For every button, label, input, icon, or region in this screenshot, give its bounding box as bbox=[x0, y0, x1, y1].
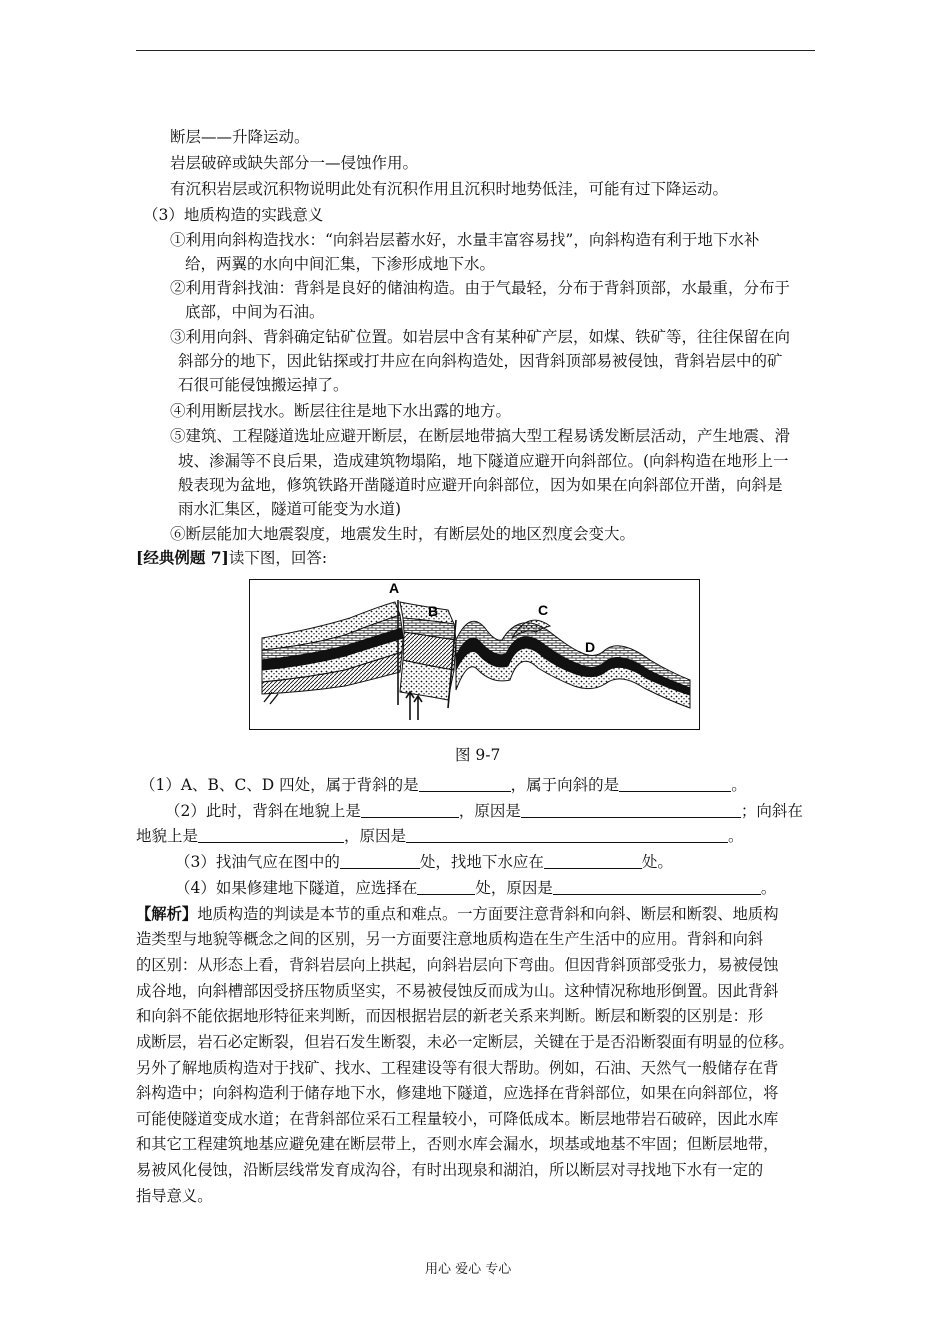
q3-text-a: （3）找油气应在图中的 bbox=[175, 853, 340, 871]
text-line: 有沉积岩层或沉积物说明此处有沉积作用且沉积时地势低洼，可能有过下降运动。 bbox=[170, 180, 729, 198]
analysis-line: 指导意义。 bbox=[136, 1187, 213, 1205]
label-a: A bbox=[389, 580, 400, 596]
text-line: 底部，中间为石油。 bbox=[185, 303, 325, 321]
label-d: D bbox=[585, 639, 596, 655]
question-2 bbox=[165, 799, 803, 823]
answer-blank[interactable] bbox=[198, 826, 344, 843]
section-heading: （3）地质构造的实践意义 bbox=[143, 206, 324, 224]
text-line: 石很可能侵蚀搬运掉了。 bbox=[178, 376, 349, 394]
text-line: 斜部分的地下，因此钻探或打井应在向斜构造处，因背斜顶部易被侵蚀，背斜岩层中的矿 bbox=[178, 352, 783, 370]
q2-text-b: ，原因是 bbox=[458, 802, 521, 820]
example-label: [经典例题 7] bbox=[136, 548, 229, 567]
analysis-line bbox=[136, 902, 779, 926]
analysis-line: 和向斜不能依据地形特征来判断，而因根据岩层的新老关系来判断。断层和断裂的区别是：形 bbox=[136, 1007, 764, 1025]
analysis-line: 的区别：从形态上看，背斜岩层向上拱起，向斜岩层向下弯曲。但因背斜顶部受张力，易被侵蚀 bbox=[136, 956, 779, 974]
text-line: 雨水汇集区，隧道可能变为水道) bbox=[178, 500, 402, 518]
analysis-line: 成断层，岩石必定断裂，但岩石发生断裂，未必一定断层，关键在于是否沿断裂面有明显的位移。 bbox=[136, 1033, 794, 1051]
example-instruction: 读下图，回答: bbox=[228, 549, 328, 567]
analysis-line: 易被风化侵蚀，沿断层线常发育成沟谷，有时出现泉和湖泊，所以断层对寻找地下水有一定的 bbox=[136, 1161, 764, 1179]
analysis-line: 可能使隧道变成水道；在背斜部位采石工程量较小，可降低成本。断层地带岩石破碎，因此水库 bbox=[136, 1110, 779, 1128]
text-line: 坡、渗漏等不良后果，造成建筑物塌陷，地下隧道应避开向斜部位。(向斜构造在地形上一 bbox=[178, 452, 789, 470]
text-line: ①利用向斜构造找水：“向斜岩层蓄水好，水量丰富容易找”，向斜构造有利于地下水补 bbox=[170, 231, 760, 249]
q4-text-b: 处，原因是 bbox=[475, 879, 553, 897]
analysis-label: 【解析】 bbox=[136, 905, 198, 923]
label-c: C bbox=[538, 602, 549, 618]
question-4 bbox=[175, 876, 776, 900]
text-line: ②利用背斜找油：背斜是良好的储油构造。由于气最轻，分布于背斜顶部，水最重，分布于 bbox=[170, 279, 791, 297]
analysis-line: 造类型与地貌等概念之间的区别，另一方面要注意地质构造在生产生活中的应用。背斜和向斜 bbox=[136, 930, 764, 948]
analysis-line: 另外了解地质构造对于找矿、找水、工程建设等有很大帮助。例如，石油、天然气一般储存在背 bbox=[136, 1059, 779, 1077]
q2-text-c: ；向斜在 bbox=[740, 802, 803, 820]
text-line: 断层——升降运动。 bbox=[170, 128, 310, 146]
text-line: ③利用向斜、背斜确定钻矿位置。如岩层中含有某种矿产层，如煤、铁矿等，往往保留在向 bbox=[170, 328, 791, 346]
analysis-line: 和其它工程建筑地基应避免建在断层带上，否则水库会漏水，坝基或地基不牢固；但断层地带， bbox=[136, 1135, 779, 1153]
answer-blank[interactable] bbox=[340, 852, 420, 869]
q2-text-e: ，原因是 bbox=[344, 827, 407, 845]
answer-blank[interactable] bbox=[553, 878, 761, 895]
answer-blank[interactable] bbox=[361, 801, 459, 818]
label-b: B bbox=[428, 603, 439, 619]
q1-text-b: ，属于向斜的是 bbox=[510, 776, 620, 794]
question-3 bbox=[175, 850, 673, 874]
q2-text-d: 地貌上是 bbox=[136, 827, 199, 845]
analysis-line: 斜构造中；向斜构造利于储存地下水，修建地下隧道，应选择在背斜部位，如果在向斜部位，将 bbox=[136, 1084, 779, 1102]
answer-blank[interactable] bbox=[417, 878, 475, 895]
q3-text-c: 处。 bbox=[641, 853, 673, 871]
cross-section-diagram bbox=[250, 580, 698, 728]
q2-text-f: 。 bbox=[728, 827, 744, 845]
answer-blank[interactable] bbox=[419, 775, 511, 792]
text-line: ⑥断层能加大地震裂度，地震发生时，有断层处的地区烈度会变大。 bbox=[170, 525, 636, 543]
header-rule bbox=[136, 50, 815, 51]
text-line: ⑤建筑、工程隧道选址应避开断层，在断层地带搞大型工程易诱发断层活动，产生地震、滑 bbox=[170, 427, 791, 445]
q3-text-b: 处，找地下水应在 bbox=[419, 853, 544, 871]
q2-text-a: （2）此时，背斜在地貌上是 bbox=[165, 802, 361, 820]
answer-blank[interactable] bbox=[619, 775, 731, 792]
answer-blank[interactable] bbox=[544, 852, 642, 869]
figure-caption: 图 9-7 bbox=[455, 746, 501, 764]
q4-text-a: （4）如果修建地下隧道，应选择在 bbox=[175, 879, 418, 897]
q4-text-c: 。 bbox=[760, 879, 777, 897]
q1-text-c: 。 bbox=[731, 776, 747, 794]
geology-figure bbox=[249, 579, 700, 730]
example-heading bbox=[136, 546, 327, 570]
text-line: 给，两翼的水向中间汇集，下渗形成地下水。 bbox=[185, 255, 496, 273]
text-line: ④利用断层找水。断层往往是地下水出露的地方。 bbox=[170, 402, 512, 420]
page-footer: 用心 爱心 专心 bbox=[425, 1262, 512, 1277]
question-1 bbox=[140, 773, 747, 797]
text-line: 岩层破碎或缺失部分一—侵蚀作用。 bbox=[170, 154, 419, 172]
q1-text-a: （1）A、B、C、D 四处，属于背斜的是 bbox=[140, 776, 419, 794]
text-line: 般表现为盆地，修筑铁路开凿隧道时应避开向斜部位，因为如果在向斜部位开凿，向斜是 bbox=[178, 476, 783, 494]
answer-blank[interactable] bbox=[406, 826, 728, 843]
analysis-text: 地质构造的判读是本节的重点和难点。一方面要注意背斜和向斜、断层和断裂、地质构 bbox=[197, 905, 779, 923]
question-2-cont bbox=[136, 824, 744, 848]
answer-blank[interactable] bbox=[521, 801, 741, 818]
analysis-line: 成谷地，向斜槽部因受挤压物质坚实，不易被侵蚀反而成为山。这种情况称地形倒置。因此背斜 bbox=[136, 982, 779, 1000]
